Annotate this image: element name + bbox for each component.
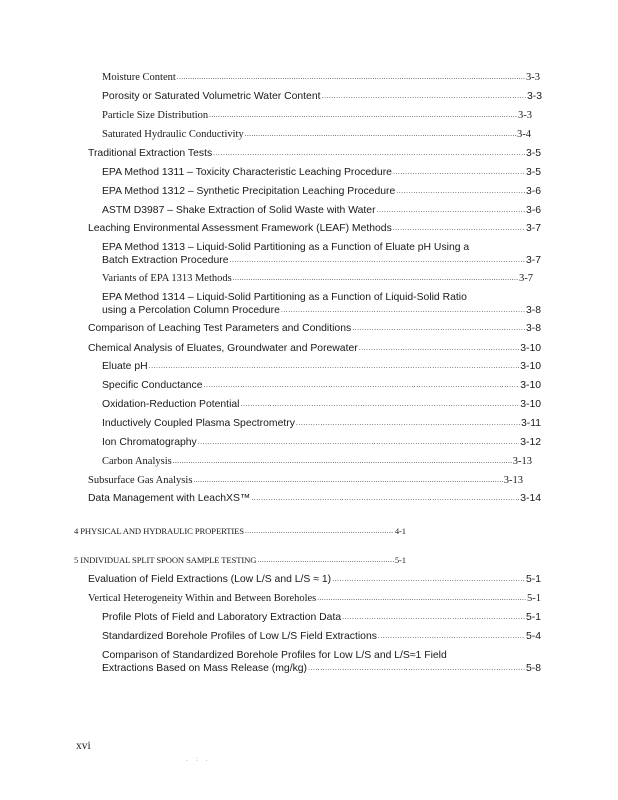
toc-entry-title: Ion Chromatography <box>102 437 197 448</box>
dot-leader <box>177 71 525 81</box>
toc-entry-page: 3-13 <box>503 475 523 486</box>
toc-entry-title: Inductively Coupled Plasma Spectrometry <box>102 418 295 429</box>
dot-leader <box>204 379 520 389</box>
dot-leader <box>342 611 525 621</box>
dot-leader <box>245 128 516 138</box>
toc-entry[interactable] <box>88 475 523 486</box>
toc-entry[interactable] <box>102 456 532 467</box>
dot-leader <box>308 662 525 672</box>
toc-entry-page: 3-3 <box>518 110 532 121</box>
toc-entry-title: Variants of EPA 1313 Methods <box>102 273 232 284</box>
toc-entry[interactable] <box>102 361 541 372</box>
dot-leader <box>378 630 525 640</box>
toc-entry[interactable] <box>88 148 541 159</box>
toc-entry[interactable] <box>88 493 541 504</box>
toc-entry-page: 5-4 <box>525 631 541 642</box>
toc-entry-page: 3-5 <box>525 167 541 178</box>
dot-leader <box>322 90 526 100</box>
toc-entry[interactable] <box>88 223 541 234</box>
toc-entry-title: Porosity or Saturated Volumetric Water Content <box>102 91 321 102</box>
toc-entry-page: 5-1 <box>525 574 541 585</box>
toc-entry-page: 3-7 <box>525 223 541 234</box>
dot-leader <box>393 166 525 176</box>
toc-entry[interactable] <box>102 91 542 102</box>
toc-entry-title: Specific Conductance <box>102 380 203 391</box>
toc-chapter-title: 5 INDIVIDUAL SPLIT SPOON SAMPLE TESTING <box>74 555 257 565</box>
toc-entry-title: Particle Size Distribution <box>102 110 209 121</box>
dot-leader <box>173 455 512 465</box>
toc-entry-page: 3-7 <box>525 255 541 266</box>
toc-entry-title: Comparison of Leaching Test Parameters and Conditions <box>88 323 352 334</box>
toc-entry[interactable] <box>88 574 541 585</box>
toc-entry[interactable] <box>102 110 532 121</box>
dot-leader <box>359 342 519 352</box>
dot-leader <box>396 185 525 195</box>
toc-entry-title: Subsurface Gas Analysis <box>88 475 193 486</box>
scan-artifact: . : . <box>186 756 211 763</box>
toc-entry[interactable] <box>102 612 541 623</box>
toc-entry-page: 3-10 <box>520 343 541 354</box>
toc-entry-page: 3-10 <box>520 361 541 372</box>
toc-entry-page: 4-1 <box>394 526 406 536</box>
toc-entry-title: Leaching Environmental Assessment Framework (LEAF) Methods <box>88 223 392 234</box>
toc-entry-title: ASTM D3987 – Shake Extraction of Solid Waste with Water <box>102 205 376 216</box>
dot-leader <box>213 147 525 157</box>
toc-entry-page: 5-8 <box>525 663 541 674</box>
toc-entry-title-line1: EPA Method 1314 – Liquid-Solid Partitioning as a Function of Liquid-Solid Ratio <box>102 292 467 303</box>
toc-entry[interactable] <box>102 273 533 284</box>
toc-entry-page: 3-11 <box>520 418 541 429</box>
dot-leader <box>393 222 525 232</box>
toc-entry[interactable] <box>102 186 541 197</box>
toc-entry-title-line2: Batch Extraction Procedure <box>102 255 229 266</box>
toc-entry-page: 3-5 <box>525 148 541 159</box>
toc-entry-page: 5-1 <box>394 555 406 565</box>
toc-entry-title-line2: using a Percolation Column Procedure <box>102 305 280 316</box>
toc-entry[interactable] <box>102 72 540 83</box>
toc-entry-page: 5-1 <box>525 612 541 623</box>
toc-entry-title: Data Management with LeachXS™ <box>88 493 251 504</box>
toc-entry-title-line1: EPA Method 1313 – Liquid-Solid Partitioning as a Function of Eluate pH Using a <box>102 242 470 253</box>
toc-entry-title: Vertical Heterogeneity Within and Between Boreholes <box>88 593 317 604</box>
dot-leader <box>229 254 524 264</box>
toc-entry[interactable] <box>88 343 541 354</box>
toc-chapter-5[interactable] <box>74 555 406 565</box>
dot-leader <box>352 322 525 332</box>
toc-entry-page: 3-3 <box>526 91 542 102</box>
toc-chapter-title: 4 PHYSICAL AND HYDRAULIC PROPERTIES <box>74 526 244 536</box>
toc-entry-title-line1: Comparison of Standardized Borehole Profiles for Low L/S and L/S≈1 Field <box>102 650 447 661</box>
toc-entry[interactable] <box>102 418 541 429</box>
toc-entry-title: Carbon Analysis <box>102 456 172 467</box>
dot-leader <box>149 360 520 370</box>
dot-leader <box>281 304 525 314</box>
toc-entry-page: 3-3 <box>526 72 540 83</box>
toc-entry-page: 3-13 <box>512 456 532 467</box>
dot-leader <box>240 398 519 408</box>
toc-entry-page: 3-14 <box>520 493 541 504</box>
toc-entry-title: Oxidation-Reduction Potential <box>102 399 240 410</box>
dot-leader <box>198 436 519 446</box>
toc-entry-page: 3-12 <box>520 437 541 448</box>
toc-entry-page: 3-7 <box>519 273 533 284</box>
toc-entry-title: EPA Method 1312 – Synthetic Precipitation Leaching Procedure <box>102 186 396 197</box>
dot-leader <box>233 272 518 282</box>
toc-entry-page: 3-6 <box>525 186 541 197</box>
toc-entry[interactable] <box>102 631 541 642</box>
toc-entry[interactable] <box>102 650 541 674</box>
toc-entry-title: Traditional Extraction Tests <box>88 148 213 159</box>
page-number: xvi <box>76 740 91 752</box>
toc-entry[interactable] <box>88 593 541 604</box>
toc-entry[interactable] <box>102 129 531 140</box>
toc-entry-title: Standardized Borehole Profiles of Low L/S Field Extractions <box>102 631 377 642</box>
toc-entry-title: Chemical Analysis of Eluates, Groundwater and Porewater <box>88 343 358 354</box>
toc-chapter-4[interactable] <box>74 526 406 536</box>
toc-entry-title: Evaluation of Field Extractions (Low L/S and L/S ≈ 1) <box>88 574 332 585</box>
dot-leader <box>245 525 394 535</box>
dot-leader <box>317 592 526 602</box>
toc-entry[interactable] <box>88 323 541 334</box>
toc-entry-title: Saturated Hydraulic Conductivity <box>102 129 244 140</box>
toc-entry-title: Profile Plots of Field and Laboratory Extraction Data <box>102 612 342 623</box>
toc-entry-title: Moisture Content <box>102 72 176 83</box>
toc-entry-page: 5-1 <box>527 593 541 604</box>
toc-entry-title-line2: Extractions Based on Mass Release (mg/kg) <box>102 663 308 674</box>
toc-entry[interactable] <box>102 292 541 316</box>
dot-leader <box>332 573 525 583</box>
toc-entry-page: 3-10 <box>520 399 541 410</box>
dot-leader <box>377 204 525 214</box>
dot-leader <box>251 492 519 502</box>
toc-entry-title: Eluate pH <box>102 361 148 372</box>
dot-leader <box>193 474 502 484</box>
toc-entry-page: 3-4 <box>517 129 531 140</box>
dot-leader <box>209 109 517 119</box>
dot-leader <box>296 417 520 427</box>
toc-entry[interactable] <box>102 167 541 178</box>
toc-entry-page: 3-6 <box>525 205 541 216</box>
toc-entry[interactable] <box>102 399 541 410</box>
toc-entry[interactable] <box>102 242 541 266</box>
toc-entry[interactable] <box>102 205 541 216</box>
toc-entry-page: 3-8 <box>525 305 541 316</box>
dot-leader <box>257 554 393 564</box>
toc-entry-page: 3-8 <box>525 323 541 334</box>
toc-entry-title: EPA Method 1311 – Toxicity Characteristic Leaching Procedure <box>102 167 392 178</box>
toc-entry-page: 3-10 <box>520 380 541 391</box>
toc-entry[interactable] <box>102 380 541 391</box>
toc-entry[interactable] <box>102 437 541 448</box>
